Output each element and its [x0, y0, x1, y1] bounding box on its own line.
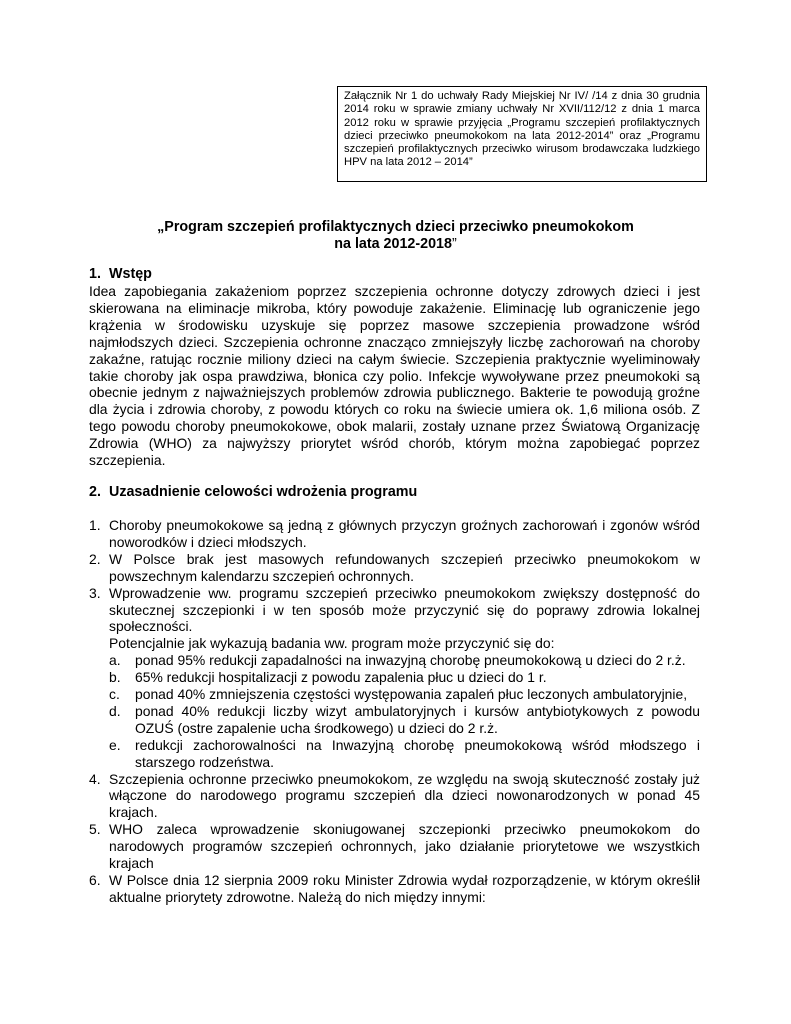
sublist-marker: d.: [109, 702, 121, 719]
document-title: [0, 219, 791, 253]
section-2-heading: [89, 484, 700, 501]
justification-list: [89, 517, 700, 906]
list-item-text: W Polsce brak jest masowych refundowanych szczepień przeciwko pneumokokom w powszechnym kalendarzu szczepień ochronnych.: [109, 550, 700, 584]
title-line-2: [0, 236, 791, 253]
section-1-heading: [89, 266, 700, 283]
list-marker: 3.: [89, 584, 101, 601]
sublist-item: [109, 652, 700, 669]
annex-text: Załącznik Nr 1 do uchwały Rady Miejskiej Nr IV/ /14 z dnia 30 grudnia 2014 roku w sprawie zmiany uchwały Nr XVII/112/12 z dnia 1 marca 2012 roku w sprawie przyjęcia „Programu szczepień profilaktycznych dzieci przeciwko pneumokokom na lata 2012-2014” oraz „Programu szczepień profilaktycznych przeciwko wirusom brodawczaka ludzkiego HPV na lata 2012 – 2014”: [344, 90, 700, 169]
sublist-item: [109, 737, 700, 771]
item-3-lead: Potencjalnie jak wykazują badania ww. program może przyczynić się do:: [109, 635, 555, 652]
sublist-marker: b.: [109, 669, 121, 686]
list-item-text: Szczepienia ochronne przeciwko pneumokokom, ze względu na swoją skuteczność zostały już włączone do narodowego programu szczepień dla dzieci nowonarodzonych w ponad 45 krajach.: [109, 770, 700, 821]
sublist-marker: c.: [109, 686, 120, 703]
list-marker: 2.: [89, 550, 101, 567]
list-item-text: WHO zaleca wprowadzenie skoniugowanej szczepionki przeciwko pneumokokom do narodowych programów szczepień ochronnych, jako działanie priorytetowe we wszystkich krajach: [109, 821, 700, 872]
list-marker: 4.: [89, 770, 101, 787]
list-item: [89, 771, 700, 822]
sublist-item-text: ponad 40% zmniejszenia częstości występowania zapaleń płuc leczonych ambulatoryjnie,: [135, 686, 688, 703]
document-body: [89, 266, 700, 906]
title-line-1: „Program szczepień profilaktycznych dzieci przeciwko pneumokokom: [157, 219, 634, 235]
sublist-item: [109, 686, 700, 703]
section-1-title: Wstęp: [109, 266, 152, 282]
list-item: [89, 821, 700, 872]
sublist-marker: e.: [109, 736, 121, 753]
list-item: [89, 872, 700, 906]
sublist-item-text: ponad 40% redukcji liczby wizyt ambulatoryjnych i kursów antybiotykowych z powodu OZUŚ (ostre zapalenie ucha środkowego) u dzieci do 2 r.ż.: [135, 702, 700, 736]
annex-note: [337, 86, 707, 182]
sublist-item-text: ponad 95% redukcji zapadalności na inwazyjną chorobę pneumokokową u dzieci do 2 r.ż.: [135, 652, 686, 669]
list-marker: 1.: [89, 516, 101, 533]
list-item: [89, 585, 700, 771]
sublist-item-text: 65% redukcji hospitalizacji z powodu zapalenia płuc u dzieci do 1 r.: [135, 669, 547, 686]
section-1-number: 1.: [89, 266, 101, 282]
sublist-item: [109, 669, 700, 686]
list-item-text: W Polsce dnia 12 sierpnia 2009 roku Minister Zdrowia wydał rozporządzenie, w którym określił aktualne priorytety zdrowotne. Należą do nich między innymi:: [109, 872, 700, 905]
benefits-sublist: [109, 652, 700, 770]
title-line-2-main: na lata 2012-2018: [334, 236, 452, 252]
list-item-text: Wprowadzenie ww. programu szczepień przeciwko pneumokokom zwiększy dostępność do skutecznej szczepionki i w ten sposób może przyczynić się do poprawy zdrowia lokalnej społeczności.: [109, 584, 700, 635]
section-2-title: Uzasadnienie celowości wdrożenia programu: [109, 483, 418, 500]
list-item-text: Choroby pneumokokowe są jedną z głównych przyczyn groźnych zachorowań i zgonów wśród noworodków i dzieci młodszych.: [109, 516, 700, 550]
sublist-marker: a.: [109, 652, 121, 669]
list-item: [89, 551, 700, 585]
section-2-number: 2.: [89, 483, 101, 500]
list-item: [89, 517, 700, 551]
list-marker: 6.: [89, 872, 101, 888]
sublist-item: [109, 703, 700, 737]
section-1-paragraph: Idea zapobiegania zakażeniom poprzez szczepienia ochronne dotyczy zdrowych dzieci i jest skierowana na eliminacje mikroba, który powoduje zakażenie. Eliminację lub ograniczenie jego krążenia w środowisku uzyskuje się poprzez masowe szczepienia prowadzone wśród najmłodszych dzieci. Szczepienia ochronne znacząco zmniejszyły liczbę zachorowań na choroby zakaźne, ratując rocznie miliony dzieci na całym świecie. Szczepienia praktycznie wyeliminowały takie choroby jak ospa prawdziwa, błonica czy polio. Infekcje wywoływane przez pneumokoki są obecnie jednym z najważniejszych problemów zdrowia publicznego. Bakterie te powodują groźne dla życia i zdrowia choroby, z powodu których co roku na świecie umiera ok. 1,6 miliona osób. Z tego powodu choroby pneumokokowe, obok malarii, zostały uznane przez Światową Organizację Zdrowia (WHO) za najwyższy priorytet wśród chorób, którym można zapobiegać poprzez szczepienia.: [89, 283, 700, 469]
list-marker: 5.: [89, 821, 101, 838]
title-closing-quote: ”: [451, 236, 457, 252]
sublist-item-text: redukcji zachorowalności na Inwazyjną chorobę pneumokokową wśród młodszego i starszego rodzeństwa.: [135, 736, 700, 770]
